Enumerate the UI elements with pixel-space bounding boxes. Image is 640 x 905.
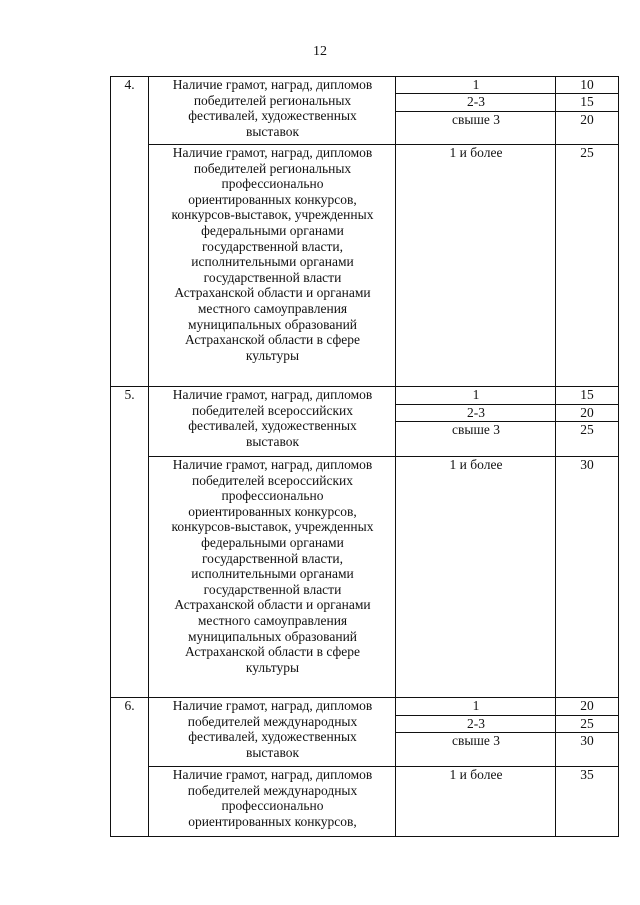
criterion-text-line: исполнительными органами <box>191 566 354 582</box>
criterion-text-line: победителей всероссийских <box>191 402 354 418</box>
table-rule <box>110 697 619 698</box>
criterion-text-line: выставок <box>245 744 300 760</box>
criterion-text-line: фестивалей, художественных <box>188 729 357 745</box>
table-rule <box>148 456 619 457</box>
points-value: 15 <box>580 94 594 109</box>
criterion-text-line: победителей региональных <box>193 160 352 176</box>
criterion-text-line: Наличие грамот, наград, дипломов <box>172 77 373 92</box>
table-rule <box>148 386 149 697</box>
row-number: 4. <box>124 77 135 92</box>
points-value: 35 <box>580 767 594 782</box>
table-rule <box>555 386 556 697</box>
criterion-text-line: профессионально <box>221 798 324 814</box>
table-rule <box>148 766 619 767</box>
table-rule <box>148 76 149 386</box>
quantity-value: свыше 3 <box>452 422 500 437</box>
table-rule <box>395 386 396 697</box>
criterion-text-line: Астраханской области в сфере <box>184 332 361 348</box>
table-rule <box>148 697 149 836</box>
table-bottom-rule <box>110 836 619 837</box>
criterion-text-line: государственной власти <box>203 581 342 597</box>
table-rule <box>618 76 619 386</box>
criterion-text-line: государственной власти, <box>201 550 343 566</box>
criterion-text-line: муниципальных образований <box>187 316 358 332</box>
table-rule <box>110 76 111 386</box>
criterion-text-line: ориентированных конкурсов, <box>188 503 357 519</box>
criterion-text-line: победителей региональных <box>193 92 352 108</box>
criterion-text-line: профессионально <box>221 488 324 504</box>
quantity-value: 1 и более <box>449 457 503 472</box>
table-rule <box>395 111 619 112</box>
criterion-text-line: ориентированных конкурсов, <box>188 813 357 829</box>
table-rule <box>395 404 619 405</box>
points-value: 25 <box>580 145 594 160</box>
criterion-text-line: Наличие грамот, наград, дипломов <box>172 387 373 402</box>
quantity-value: 1 и более <box>449 767 503 782</box>
quantity-value: 1 и более <box>449 145 503 160</box>
table-rule <box>555 697 556 836</box>
table-rule <box>395 93 619 94</box>
points-value: 15 <box>580 387 594 402</box>
criterion-text-line: фестивалей, художественных <box>188 418 357 434</box>
quantity-value: 1 <box>472 77 480 92</box>
quantity-value: 2-3 <box>467 716 485 731</box>
table-rule <box>110 697 111 836</box>
criterion-text-line: Астраханской области в сфере <box>184 644 361 660</box>
table-rule <box>395 732 619 733</box>
criterion-text-line: государственной власти, <box>201 238 343 254</box>
quantity-value: свыше 3 <box>452 112 500 127</box>
points-value: 30 <box>580 457 594 472</box>
criterion-text-line: исполнительными органами <box>191 254 354 270</box>
criterion-text-line: фестивалей, художественных <box>188 108 357 124</box>
table-rule <box>618 386 619 697</box>
row-number: 6. <box>124 698 135 713</box>
criterion-text-line: федеральными органами <box>201 223 344 238</box>
criterion-text-line: культуры <box>245 659 300 675</box>
table-rule <box>395 421 619 422</box>
table-rule <box>618 697 619 836</box>
criterion-text-line: федеральными органами <box>201 535 344 550</box>
criterion-text-line: местного самоуправления <box>197 613 348 628</box>
criterion-text-line: местного самоуправления <box>197 301 348 316</box>
table-rule <box>395 76 396 386</box>
table-rule <box>110 386 111 697</box>
criterion-text-line: ориентированных конкурсов, <box>188 191 357 207</box>
criterion-text-line: культуры <box>245 347 300 363</box>
criterion-text-line: конкурсов-выставок, учрежденных <box>171 207 374 223</box>
page-number: 12 <box>313 44 327 59</box>
criterion-text-line: Наличие грамот, наград, дипломов <box>172 145 373 160</box>
quantity-value: 2-3 <box>467 405 485 420</box>
row-number: 5. <box>124 387 135 402</box>
points-value: 20 <box>580 112 594 127</box>
points-value: 25 <box>580 422 594 437</box>
quantity-value: 2-3 <box>467 94 485 109</box>
criterion-text-line: Наличие грамот, наград, дипломов <box>172 457 373 472</box>
criterion-text-line: конкурсов-выставок, учрежденных <box>171 519 374 535</box>
criterion-text-line: победителей всероссийских <box>191 472 354 488</box>
criterion-text-line: Астраханской области и органами <box>174 285 371 301</box>
criterion-text-line: Астраханской области и органами <box>174 597 371 613</box>
quantity-value: свыше 3 <box>452 733 500 748</box>
quantity-value: 1 <box>472 698 480 713</box>
table-rule <box>148 144 619 145</box>
points-value: 10 <box>580 77 594 92</box>
points-value: 20 <box>580 698 594 713</box>
criterion-text-line: победителей международных <box>187 782 358 798</box>
criterion-text-line: Наличие грамот, наград, дипломов <box>172 698 373 713</box>
criterion-text-line: победителей международных <box>187 713 358 729</box>
points-value: 30 <box>580 733 594 748</box>
quantity-value: 1 <box>472 387 480 402</box>
table-rule <box>395 697 396 836</box>
points-value: 25 <box>580 716 594 731</box>
criterion-text-line: выставок <box>245 433 300 449</box>
criterion-text-line: Наличие грамот, наград, дипломов <box>172 767 373 782</box>
points-value: 20 <box>580 405 594 420</box>
criterion-text-line: выставок <box>245 123 300 139</box>
table-rule <box>395 715 619 716</box>
criterion-text-line: муниципальных образований <box>187 628 358 644</box>
table-rule <box>110 386 619 387</box>
table-rule <box>110 76 619 77</box>
criterion-text-line: профессионально <box>221 176 324 192</box>
table-rule <box>555 76 556 386</box>
criterion-text-line: государственной власти <box>203 269 342 285</box>
